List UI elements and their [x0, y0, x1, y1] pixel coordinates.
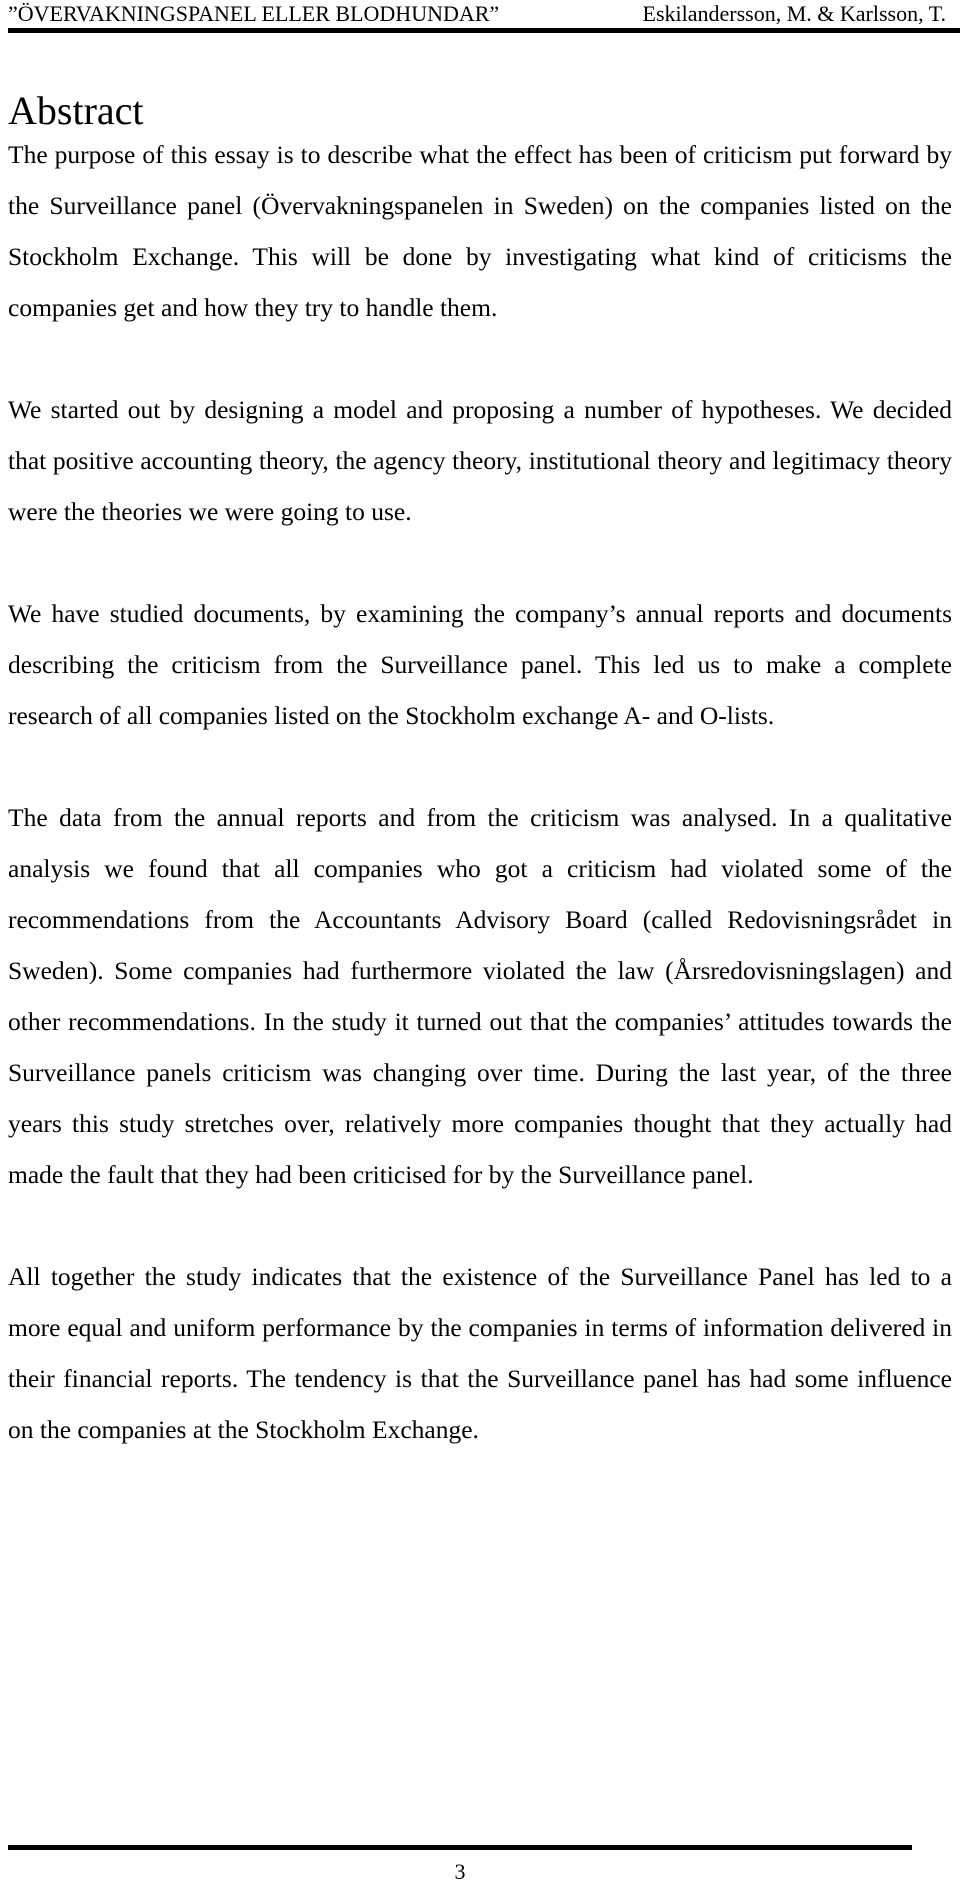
paragraph-conclusion: All together the study indicates that the existence of the Surveillance Panel has led to a more equal and uniform performance by the companies in terms of information delivered in their financial reports. The tendency is that the Surveillance panel has had some influence on the companies at the Stockholm Exchange. — [8, 1262, 952, 1444]
running-header — [8, 2, 946, 30]
page-number: 3 — [454, 1859, 466, 1884]
paragraph-method: We started out by designing a model and proposing a number of hypotheses. We decided that positive accounting theory, the agency theory, institutional theory and legitimacy theory were the theories we were going to use. — [8, 395, 952, 526]
section-heading: Abstract — [8, 88, 144, 133]
header-authors: Eskilandersson, M. & Karlsson, T. — [642, 1, 946, 26]
header-title: ”ÖVERVAKNINGSPANEL ELLER BLODHUNDAR” — [8, 1, 500, 26]
abstract-body — [8, 129, 952, 1455]
paragraph-data: We have studied documents, by examining the company’s annual reports and documents describing the criticism from the Surveillance panel. This led us to make a complete research of all companies listed on the Stockholm exchange A- and O-lists. — [8, 599, 952, 730]
paragraph-purpose: The purpose of this essay is to describe what the effect has been of criticism put forward by the Surveillance panel (Övervakningspanelen in Sweden) on the companies listed on the Stockholm Exchange. This will be done by investigating what kind of criticisms the companies get and how they try to handle them. — [8, 140, 952, 322]
header-rule — [8, 28, 960, 33]
paragraph-analysis: The data from the annual reports and from the criticism was analysed. In a qualitative analysis we found that all companies who got a criticism had violated some of the recommendations from the Accountants Advisory Board (called Redovisningsrådet in Sweden). Some companies had furthermore violated the law (Årsredovisningslagen) and other recommendations. In the study it turned out that the companies’ attitudes towards the Surveillance panels criticism was changing over time. During the last year, of the three years this study stretches over, relatively more companies thought that they actually had made the fault that they had been criticised for by the Surveillance panel. — [8, 803, 952, 1189]
footer-rule — [8, 1845, 912, 1850]
